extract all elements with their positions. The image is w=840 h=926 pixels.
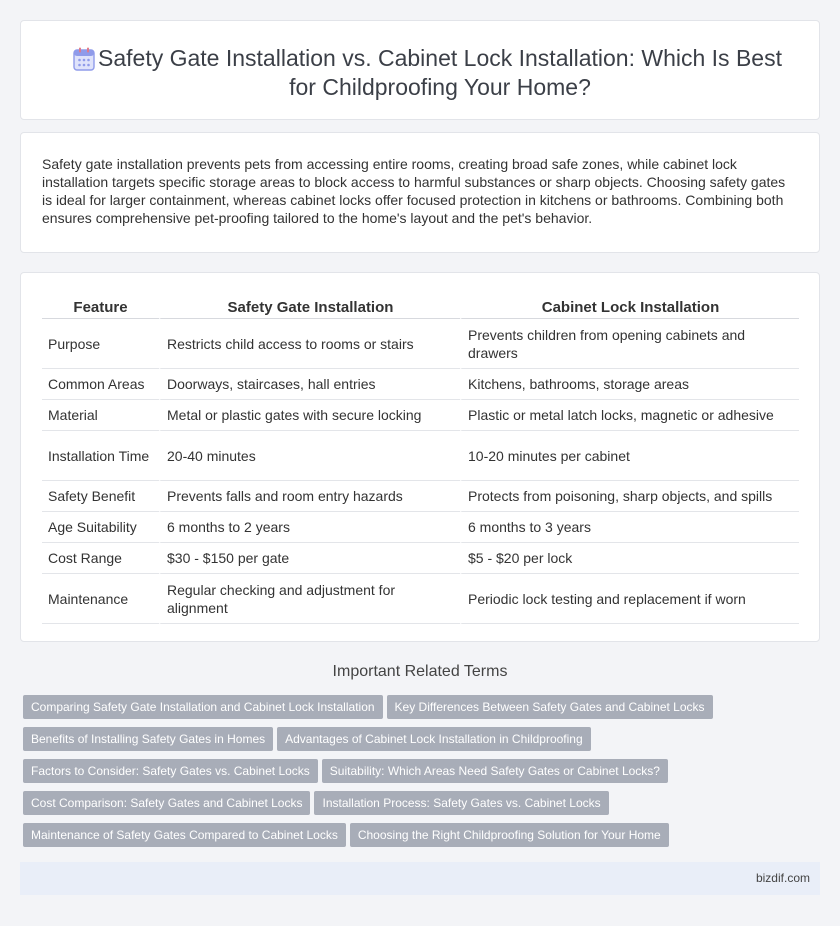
comparison-table: [42, 295, 799, 624]
tag-row: [23, 791, 823, 823]
related-term-link[interactable]: Key Differences Between Safety Gates and Cabinet Locks: [387, 695, 713, 719]
table-cell: Kitchens, bathrooms, storage areas: [460, 369, 799, 400]
table-cell: Plastic or metal latch locks, magnetic or adhesive: [460, 400, 799, 431]
table-cell: Installation Time: [42, 431, 159, 481]
table-cell: Common Areas: [42, 369, 159, 400]
footer: [20, 862, 820, 895]
table-header-row: [42, 295, 799, 319]
related-term-link[interactable]: Advantages of Cabinet Lock Installation in Childproofing: [277, 727, 591, 751]
related-term-link[interactable]: Suitability: Which Areas Need Safety Gates or Cabinet Locks?: [322, 759, 668, 783]
table-cell: Regular checking and adjustment for alignment: [159, 574, 460, 624]
related-term-link[interactable]: Choosing the Right Childproofing Solution for Your Home: [350, 823, 669, 847]
related-term-link[interactable]: Cost Comparison: Safety Gates and Cabinet Locks: [23, 791, 310, 815]
related-term-link[interactable]: Installation Process: Safety Gates vs. Cabinet Locks: [314, 791, 608, 815]
table-row: [42, 512, 799, 543]
tag-row: [23, 727, 823, 759]
header-feature: Feature: [42, 295, 159, 319]
table-cell: Material: [42, 400, 159, 431]
table-cell: $5 - $20 per lock: [460, 543, 799, 574]
table-cell: Prevents children from opening cabinets and drawers: [460, 319, 799, 369]
related-terms-list: [23, 695, 823, 855]
title-card: [20, 20, 820, 120]
header-cabinet-lock: Cabinet Lock Installation: [460, 295, 799, 319]
table-cell: Restricts child access to rooms or stairs: [159, 319, 460, 369]
table-cell: Purpose: [42, 319, 159, 369]
table-cell: Cost Range: [42, 543, 159, 574]
table-cell: Metal or plastic gates with secure locking: [159, 400, 460, 431]
table-row: [42, 543, 799, 574]
intro-paragraph: Safety gate installation prevents pets from accessing entire rooms, creating broad safe zones, while cabinet lock installation targets specific storage areas to block access to harmful substances or sharp objects. Choosing safety gates is ideal for larger containment, whereas cabinet locks offer focused protection in kitchens or bathrooms. Combining both ensures comprehensive pet-proofing tailored to the home's layout and the pet's behavior.: [42, 156, 786, 226]
intro-card: [20, 132, 820, 253]
table-cell: $30 - $150 per gate: [159, 543, 460, 574]
table-cell: Periodic lock testing and replacement if worn: [460, 574, 799, 624]
table-row: [42, 481, 799, 512]
related-term-link[interactable]: Factors to Consider: Safety Gates vs. Cabinet Locks: [23, 759, 318, 783]
tag-row: [23, 823, 823, 855]
table-cell: 20-40 minutes: [159, 431, 460, 481]
comparison-card: [20, 272, 820, 642]
table-row: [42, 574, 799, 624]
tag-row: [23, 695, 823, 727]
table-row: [42, 400, 799, 431]
table-cell: 6 months to 2 years: [159, 512, 460, 543]
table-cell: Prevents falls and room entry hazards: [159, 481, 460, 512]
table-cell: Safety Benefit: [42, 481, 159, 512]
table-row: [42, 431, 799, 481]
page-title: Safety Gate Installation vs. Cabinet Lock Installation: Which Is Best for Childproofing Your Home?: [98, 45, 782, 100]
table-cell: Doorways, staircases, hall entries: [159, 369, 460, 400]
related-term-link[interactable]: Maintenance of Safety Gates Compared to Cabinet Locks: [23, 823, 346, 847]
related-terms-title: Important Related Terms: [332, 663, 508, 680]
footer-site-link[interactable]: bizdif.com: [755, 871, 810, 885]
related-term-link[interactable]: Comparing Safety Gate Installation and Cabinet Lock Installation: [23, 695, 383, 719]
related-term-link[interactable]: Benefits of Installing Safety Gates in Homes: [23, 727, 273, 751]
tag-row: [23, 759, 823, 791]
table-row: [42, 369, 799, 400]
table-cell: 6 months to 3 years: [460, 512, 799, 543]
table-row: [42, 319, 799, 369]
table-cell: 10-20 minutes per cabinet: [460, 431, 799, 481]
table-cell: Protects from poisoning, sharp objects, and spills: [460, 481, 799, 512]
table-cell: Maintenance: [42, 574, 159, 624]
header-safety-gate: Safety Gate Installation: [159, 295, 460, 319]
table-cell: Age Suitability: [42, 512, 159, 543]
